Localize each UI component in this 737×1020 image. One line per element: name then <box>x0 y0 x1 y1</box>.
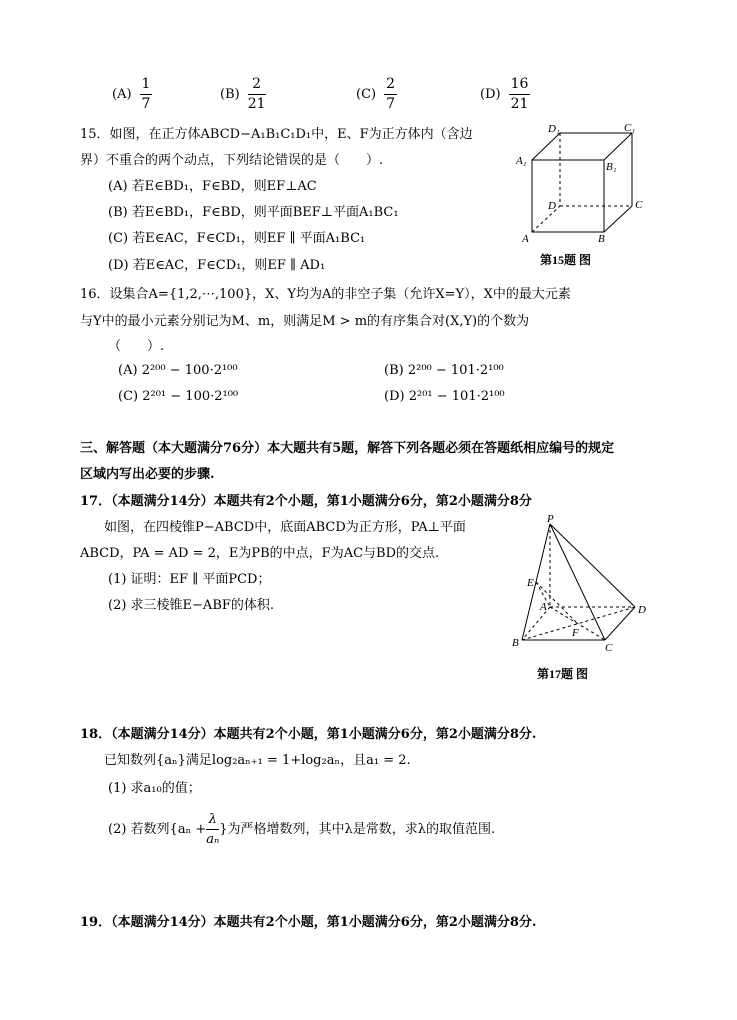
q16-option-d <box>384 388 505 406</box>
numerator: λ <box>206 811 219 830</box>
option-label: (B) <box>384 363 404 378</box>
cube-edge <box>604 206 632 232</box>
q16-stem-line2: 与Y中的最小元素分别记为M、m，则满足M > m的有序集合对(X,Y)的个数为 <box>80 314 530 329</box>
q14-option-b <box>220 76 266 113</box>
label-a1: A₁ <box>516 155 527 167</box>
q15-option-d: (D) 若E∈AC，F∈CD₁，则EF ∥ AD₁ <box>108 258 326 273</box>
label-a: A <box>540 601 547 613</box>
q15-stem-line1: 15．如图，在正方体ABCD−A₁B₁C₁D₁中，E、F为正方体内（含边 <box>80 127 473 142</box>
q18-sub1: (1) 求a₁₀的值； <box>108 781 201 796</box>
numerator: 16 <box>509 76 531 95</box>
lambda-over-an <box>206 811 219 848</box>
label-c: C <box>635 199 643 211</box>
q17-stem-line2: ABCD，PA = AD = 2，E为PB的中点，F为AC与BD的交点. <box>80 546 440 561</box>
q18-stem: 已知数列{aₙ}满足log₂aₙ₊₁ = 1+log₂aₙ，且a₁ = 2. <box>104 753 411 768</box>
option-expr: 2²⁰¹ − 101·2¹⁰⁰ <box>408 389 505 404</box>
edge-pc <box>550 524 605 640</box>
edge-cd <box>605 607 635 640</box>
cube-front-face <box>532 160 604 232</box>
edge-pd <box>550 524 635 607</box>
option-expr: 2²⁰¹ − 100·2¹⁰⁰ <box>142 389 239 404</box>
label-d1: D₁ <box>548 123 560 135</box>
fraction <box>248 76 266 113</box>
q15-option-a: (A) 若E∈BD₁，F∈BD，则EF⊥AC <box>108 179 317 194</box>
q15-stem-line2: 界）不重合的两个动点，下列结论错误的是（ ）. <box>80 153 384 168</box>
q14-option-a <box>112 76 152 113</box>
q17-sub2: (2) 求三棱锥E−ABF的体积. <box>108 598 275 613</box>
q17-figure-caption: 第17题 图 <box>537 667 589 681</box>
q15-cube-figure <box>510 120 650 270</box>
section3-heading-line1: 三、解答题（本大题满分76分）本大题共有5题，解答下列各题必须在答题纸相应编号的规定 <box>80 441 615 456</box>
label-p: P <box>547 513 554 525</box>
q16-stem-line1: 16．设集合A={1,2,⋯,100}，X、Y均为A的非空子集（允许X=Y），X中的最大元素 <box>80 287 571 302</box>
denominator: 7 <box>141 96 151 112</box>
fraction <box>384 76 397 113</box>
q16-option-c <box>118 388 238 406</box>
label-a: A <box>522 233 529 245</box>
q17-header: 17．（本题满分14分）本题共有2个小题，第1小题满分6分，第2小题满分8分 <box>80 494 532 509</box>
denominator: 21 <box>247 96 266 112</box>
option-expr: 2²⁰⁰ − 101·2¹⁰⁰ <box>407 363 504 378</box>
label-e: E <box>527 577 534 589</box>
fraction <box>509 76 531 113</box>
q18-sub2 <box>108 808 495 852</box>
label-d: D <box>548 200 556 212</box>
q16-option-a <box>118 362 238 380</box>
numerator: 2 <box>248 76 266 95</box>
label-b: B <box>598 233 605 245</box>
q14-option-d <box>480 76 530 113</box>
q15-figure-caption: 第15题 图 <box>540 253 592 267</box>
denominator: aₙ <box>206 832 220 847</box>
fraction <box>140 76 153 113</box>
q17-sub1: (1) 证明：EF ∥ 平面PCD； <box>108 572 271 587</box>
q17-stem-line1: 如图，在四棱锥P−ABCD中，底面ABCD为正方形，PA⊥平面 <box>104 520 466 535</box>
cube-edge <box>604 133 632 160</box>
option-label: (B) <box>220 87 240 102</box>
option-label: (C) <box>118 389 139 404</box>
option-label: (A) <box>118 363 138 378</box>
label-f: F <box>572 627 579 639</box>
numerator: 1 <box>140 76 153 95</box>
denominator: 7 <box>386 96 396 112</box>
label-c1: C₁ <box>624 122 636 134</box>
option-label: (C) <box>356 87 377 102</box>
cube-edge <box>532 133 560 160</box>
q15-option-b: (B) 若E∈BD₁，F∈BD，则平面BEF⊥平面A₁BC₁ <box>108 205 399 220</box>
option-label: (D) <box>480 87 501 102</box>
q18-header: 18．（本题满分14分）本题共有2个小题，第1小题满分6分，第2小题满分8分. <box>80 727 537 742</box>
label-d: D <box>638 604 646 616</box>
label-c: C <box>605 642 613 654</box>
q15-option-c: (C) 若E∈AC，F∈CD₁，则EF ∥ 平面A₁BC₁ <box>108 231 366 246</box>
q18-sub2-pre: (2) 若数列{aₙ + <box>108 822 207 837</box>
denominator: 21 <box>510 96 529 112</box>
q16-option-b <box>384 362 504 380</box>
option-expr: 2²⁰⁰ − 100·2¹⁰⁰ <box>141 363 238 378</box>
q14-option-c <box>356 76 397 113</box>
q17-pyramid-figure <box>505 512 665 687</box>
q18-sub2-post: }为严格增数列，其中λ是常数，求λ的取值范围. <box>219 822 496 837</box>
numerator: 2 <box>384 76 397 95</box>
q16-stem-line3: （ ）. <box>108 339 165 354</box>
option-label: (A) <box>112 87 132 102</box>
q19-header: 19．（本题满分14分）本题共有2个小题，第1小题满分6分，第2小题满分8分. <box>80 915 537 930</box>
option-label: (D) <box>384 389 405 404</box>
label-b: B <box>512 637 519 649</box>
section3-heading-line2: 区域内写出必要的步骤. <box>80 467 215 482</box>
label-b1: B₁ <box>606 161 617 173</box>
